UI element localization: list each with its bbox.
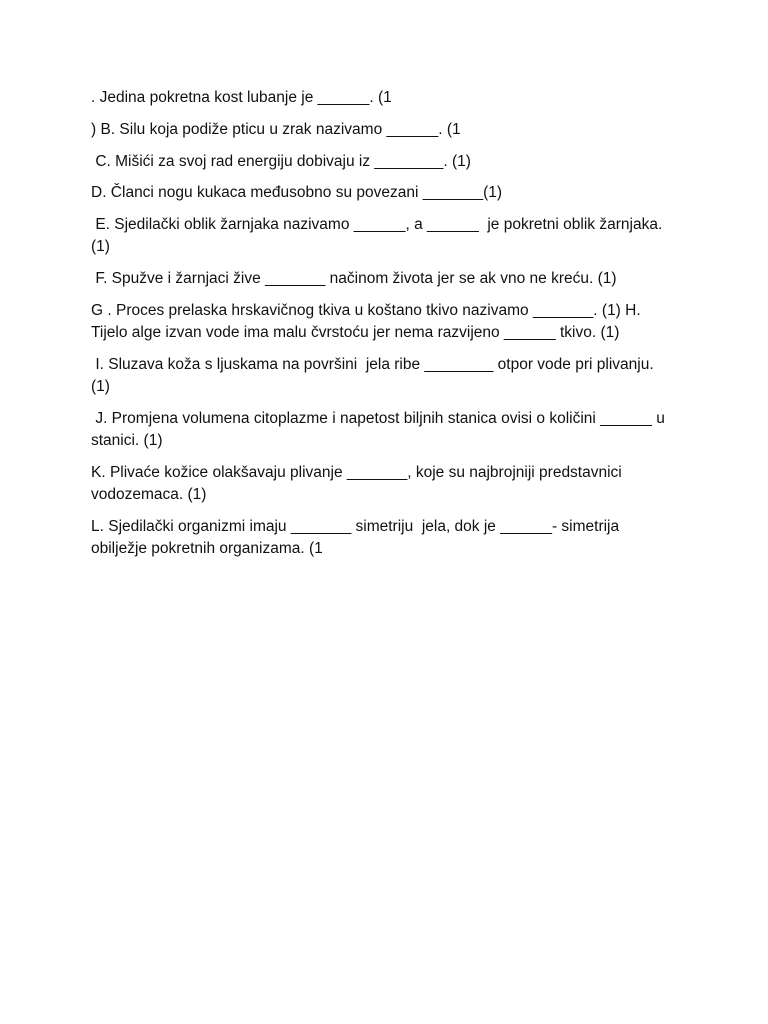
question-e: E. Sjedilački oblik žarnjaka nazivamo ______, a ______ je pokretni oblik žarnjaka. (1) [91, 216, 667, 255]
question-a: . Jedina pokretna kost lubanje je ______. (1 [91, 89, 392, 106]
question-g-h: G . Proces prelaska hrskavičnog tkiva u koštano tkivo nazivamo _______. (1) H. Tijelo alge izvan vode ima malu čvrstoću jer nema razvijeno ______ tkivo. (1) [91, 302, 645, 341]
question-d: D. Članci nogu kukaca međusobno su povezani _______(1) [91, 184, 503, 201]
question-k: K. Plivaće kožice olakšavaju plivanje _______, koje su najbrojniji predstavnici vodozemaca. (1) [91, 464, 627, 503]
worksheet-text [91, 87, 671, 570]
question-b: ) B. Silu koja podiže pticu u zrak nazivamo ______. (1 [91, 121, 461, 138]
question-i: I. Sluzava koža s ljuskama na površini jela ribe ________ otpor vode pri plivanju. (1) [91, 356, 658, 395]
question-j: J. Promjena volumena citoplazme i napetost biljnih stanica ovisi o količini ______ u stanici. (1) [91, 410, 670, 449]
question-c: C. Mišići za svoj rad energiju dobivaju iz ________. (1) [91, 153, 471, 170]
question-f: F. Spužve i žarnjaci žive _______ načinom života jer se ak vno ne kreću. (1) [91, 270, 617, 287]
question-l: L. Sjedilački organizmi imaju _______ simetriju jela, dok je ______- simetrija obilježje pokretnih organizama. (1 [91, 518, 624, 557]
